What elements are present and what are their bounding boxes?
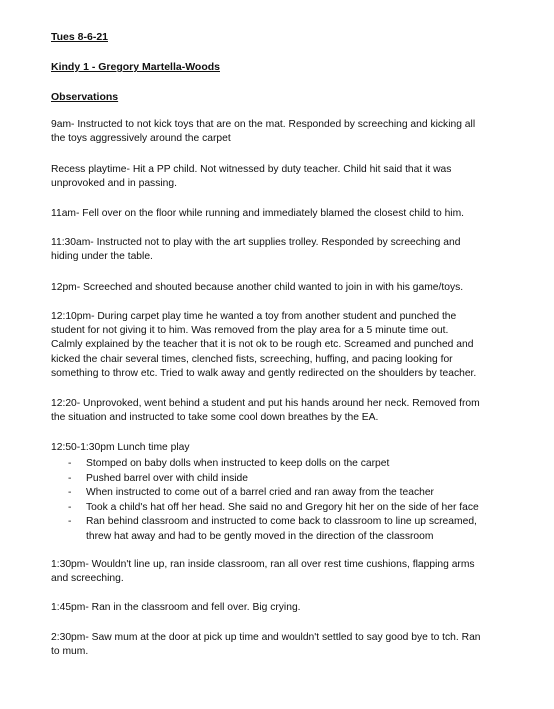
list-item: - Took a child's hat off her head. She said no and Gregory hit her on the side of her face <box>68 501 479 516</box>
entry-230pm-line-2: to mum. <box>51 646 89 657</box>
bullet-dash: - <box>68 516 72 528</box>
entry-1210pm-line-5: something to throw etc. Tried to walk away and gently redirected on the shoulders by teacher. <box>51 368 477 379</box>
list-item: - Ran behind classroom and instructed to come back to classroom to line up screamed, threw hat away and had to be gently moved in the direction of the classroom <box>68 516 477 542</box>
entry-recess-line-1: Recess playtime- Hit a PP child. Not witnessed by duty teacher. Child hit said that it was <box>51 164 452 175</box>
document-class-title: Kindy 1 - Gregory Martella-Woods <box>51 61 220 73</box>
bullet-dash: - <box>68 487 72 499</box>
entry-1130am-line-1: 11:30am- Instructed not to play with the art supplies trolley. Responded by screeching and <box>51 237 461 248</box>
entry-1220-line-2: the situation and instructed to take some cool down breathes by the EA. <box>51 412 379 423</box>
entry-12pm: 12pm- Screeched and shouted because another child wanted to join in with his game/toys. <box>51 282 464 293</box>
entry-1210pm-line-2: student for not giving it to him. Was removed from the play area for a 5 minute time out. <box>51 325 449 336</box>
entry-1210pm-line-4: kicked the chair several times, clenched fists, screeching, huffing, and pacing looking for <box>51 354 453 365</box>
entry-130pm-line-2: and screeching. <box>51 573 124 584</box>
entry-recess-line-2: unprovoked and in passing. <box>51 178 177 189</box>
list-item: - Stomped on baby dolls when instructed to keep dolls on the carpet <box>68 457 479 472</box>
entry-130pm-line-1: 1:30pm- Wouldn't line up, ran inside classroom, ran all over rest time cushions, flapping arms <box>51 559 475 570</box>
list-item: - Pushed barrel over with child inside <box>68 472 479 487</box>
bullet-dash: - <box>68 472 72 484</box>
list-item: - When instructed to come out of a barrel cried and ran away from the teacher <box>68 486 479 501</box>
section-heading: Observations <box>51 91 119 103</box>
entry-1130am-line-2: hiding under the table. <box>51 251 153 262</box>
entry-1220-line-1: 12:20- Unprovoked, went behind a student and put his hands around her neck. Removed from <box>51 398 480 409</box>
entry-9am-line-2: the toys aggressively around the carpet <box>51 133 231 144</box>
entry-1210pm-line-3: Calmly explained by the teacher that it is not ok to be rough etc. Screamed and punched and <box>51 339 474 350</box>
lunch-observation-list <box>68 457 479 545</box>
entry-145pm: 1:45pm- Ran in the classroom and fell over. Big crying. <box>51 602 301 613</box>
lunch-heading: 12:50-1:30pm Lunch time play <box>51 442 190 453</box>
bullet-dash: - <box>68 458 72 469</box>
entry-230pm-line-1: 2:30pm- Saw mum at the door at pick up time and wouldn't settled to say good bye to tch. Ran <box>51 632 481 643</box>
entry-11am: 11am- Fell over on the floor while running and immediately blamed the closest child to him. <box>51 208 465 219</box>
document-date: Tues 8-6-21 <box>51 31 108 43</box>
bullet-dash: - <box>68 501 72 513</box>
entry-1210pm-line-1: 12:10pm- During carpet play time he wanted a toy from another student and punched the <box>51 311 457 322</box>
entry-9am-line-1: 9am- Instructed to not kick toys that are on the mat. Responded by screeching and kicking all <box>51 119 476 130</box>
